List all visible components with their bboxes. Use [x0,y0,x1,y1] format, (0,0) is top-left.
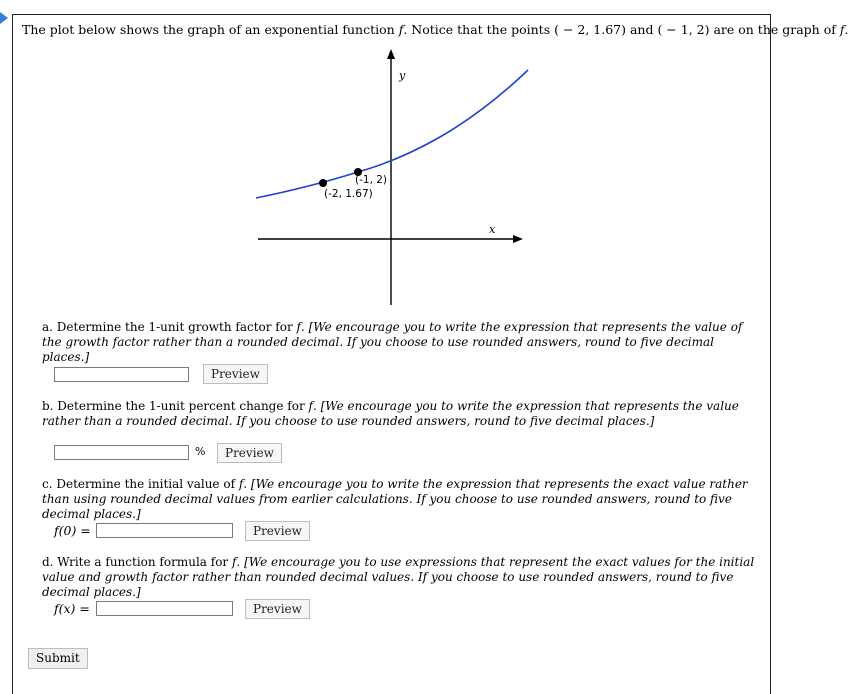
question-b: b. Determine the 1-unit percent change for f. [We encourage you to write the expression that represents the value rather than a rounded decimal. If you choose to use rounded answers, round to five decimal places.] [42,399,739,428]
x-axis-arrow-icon [513,235,523,243]
point-neg2-label: (-2, 1.67) [324,188,373,200]
point-neg2 [319,179,327,187]
preview-b-button[interactable]: Preview [217,443,282,463]
submit-button[interactable]: Submit [28,648,88,669]
question-intro: The plot below shows the graph of an exponential function f. Notice that the points ( − 2, 1.67) and ( − 1, 2) are on the graph of f [22,22,845,37]
preview-a-button[interactable]: Preview [203,364,268,384]
percent-unit: % [195,445,206,458]
function-graph [250,45,530,310]
question-c: c. Determine the initial value of f. [We encourage you to write the expression that represents the exact value rather than using rounded decimal values from earlier calculations. If you choose to use rounded answers, round to five decimal places.] [42,477,748,521]
f0-label: f(0) = [54,523,91,538]
question-a: a. Determine the 1-unit growth factor for f. [We encourage you to write the expression that represents the value of the growth factor rather than a rounded decimal. If you choose to use rounded answers, round to five decimal places.] [42,320,743,364]
answer-b-input[interactable] [54,445,189,460]
question-d: d. Write a function formula for f. [We encourage you to use expressions that represent the exact values for the initial value and growth factor rather than rounded decimal values. If you choose to use rounded answers, round to five decimal places.] [42,555,755,599]
x-axis-label: x [489,223,496,236]
current-question-marker [0,12,8,24]
answer-c-input[interactable] [96,523,233,538]
answer-d-input[interactable] [96,601,233,616]
y-axis-label: y [399,69,406,82]
y-axis-arrow-icon [387,49,395,59]
answer-a-input[interactable] [54,367,189,382]
point-neg1-label: (-1, 2) [355,174,388,186]
fx-label: f(x) = [54,601,90,616]
preview-d-button[interactable]: Preview [245,599,310,619]
exponential-curve [256,70,528,198]
preview-c-button[interactable]: Preview [245,521,310,541]
